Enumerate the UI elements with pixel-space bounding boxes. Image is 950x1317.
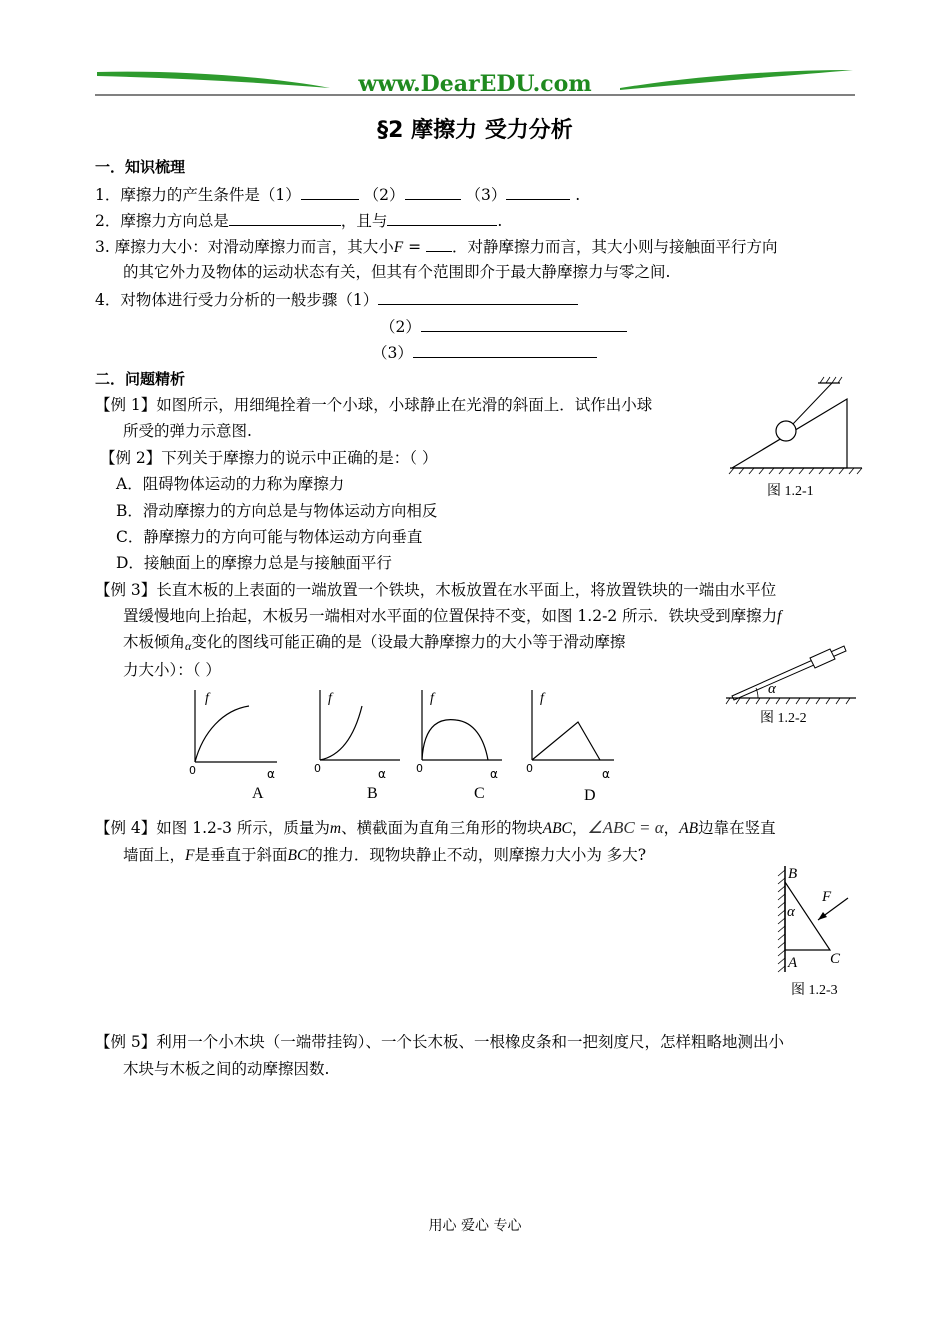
ex5-line1: 【例 5】利用一个小木块（一端带挂钩）、一个长木板、一根橡皮条和一把刻度尺，怎样粗略地测出小 (95, 1033, 785, 1051)
item4-step2: （2） (380, 316, 627, 337)
figure-1-2-3 (768, 860, 858, 978)
svg-text:f: f (430, 691, 434, 706)
graph-b (310, 686, 410, 782)
ex1-line2: 所受的弹力示意图. (123, 422, 252, 440)
svg-text:A: A (788, 955, 798, 971)
graph-d-label: D (584, 787, 596, 804)
svg-text:0: 0 (526, 762, 533, 775)
section2-heading: 二．问题精析 (95, 370, 186, 388)
header-logo (95, 62, 855, 98)
fig2-alpha: α (768, 681, 776, 697)
fig3-caption: 图 1.2-3 (791, 983, 838, 998)
item4-step1: 4．对物体进行受力分析的一般步骤（1） (95, 289, 578, 310)
ex3-line4: 力大小）：（ ） (123, 661, 221, 679)
graph-b-label: B (367, 785, 378, 802)
logo-text: www.DearEDU.com (358, 71, 592, 97)
graph-c (412, 686, 512, 782)
ex2-stem: 【例 2】下列关于摩擦力的说示中正确的是：（ ） (100, 449, 438, 467)
svg-text:C: C (830, 951, 841, 967)
section1-heading: 一．知识梳理 (95, 158, 186, 176)
svg-text:α: α (787, 904, 795, 920)
fig1-caption: 图 1.2-1 (767, 484, 814, 499)
fig2-caption: 图 1.2-2 (760, 711, 807, 726)
svg-text:0: 0 (189, 764, 196, 777)
svg-text:α: α (378, 767, 386, 781)
graph-c-label: C (474, 785, 485, 802)
svg-text:F: F (822, 889, 832, 905)
svg-text:f: f (205, 691, 209, 706)
page-title: §2 摩擦力 受力分析 (377, 118, 573, 143)
ex2-option-b: B．滑动摩擦力的方向总是与物体运动方向相反 (116, 502, 438, 520)
ex2-option-d: D．接触面上的摩擦力总是与接触面平行 (116, 554, 392, 572)
svg-text:α: α (602, 767, 610, 781)
ex3-line3: 木板倾角α变化的图线可能正确的是（设最大静摩擦力的大小等于滑动摩擦 (123, 633, 626, 653)
ex4-line2: 墙面上，F是垂直于斜面BC的推力．现物块静止不动，则摩擦力大小为 多大? (123, 846, 647, 864)
figure-1-2-1 (720, 375, 870, 475)
ex1-line1: 【例 1】如图所示，用细绳拴着一个小球，小球静止在光滑的斜面上．试作出小球 (95, 396, 653, 414)
svg-text:f: f (540, 691, 544, 706)
item3-line2: 的其它外力及物体的运动状态有关，但其有个范围即介于最大静摩擦力与零之间. (123, 263, 671, 281)
graph-d (522, 686, 622, 782)
ex3-line1: 【例 3】长直木板的上表面的一端放置一个铁块，木板放置在水平面上，将放置铁块的一端由水平位 (95, 581, 777, 599)
item1: 1．摩擦力的产生条件是（1） （2） （3） . (95, 186, 581, 204)
ex2-option-a: A．阻碍物体运动的力称为摩擦力 (116, 475, 345, 493)
ex4-line1: 【例 4】如图 1.2-3 所示，质量为m、横截面为直角三角形的物块ABC，∠ABC = α，AB边靠在竖直 (95, 818, 776, 837)
page-footer: 用心 爱心 专心 (428, 1218, 522, 1234)
svg-text:0: 0 (314, 762, 321, 775)
ex2-option-c: C．静摩擦力的方向可能与物体运动方向垂直 (116, 528, 423, 546)
item3-line1: 3. 摩擦力大小：对滑动摩擦力而言，其大小F = ．对静摩擦力而言，其大小则与接触面平行方向 (95, 238, 778, 256)
svg-text:f: f (328, 691, 332, 706)
item4-step3: （3） (372, 342, 597, 363)
figure-1-2-2 (722, 628, 862, 708)
ex5-line2: 木块与木板之间的动摩擦因数. (123, 1060, 330, 1078)
svg-text:B: B (788, 866, 798, 882)
svg-text:0: 0 (416, 762, 423, 775)
graph-a-label: A (252, 785, 264, 802)
svg-text:α: α (490, 767, 498, 781)
graph-a (185, 686, 285, 782)
item2: 2．摩擦力方向总是 ，且与 . (95, 212, 503, 230)
ex3-line2: 置缓慢地向上抬起，木板另一端相对水平面的位置保持不变，如图 1.2-2 所示．铁块受到摩擦力f (123, 607, 782, 625)
svg-text:α: α (267, 767, 275, 781)
